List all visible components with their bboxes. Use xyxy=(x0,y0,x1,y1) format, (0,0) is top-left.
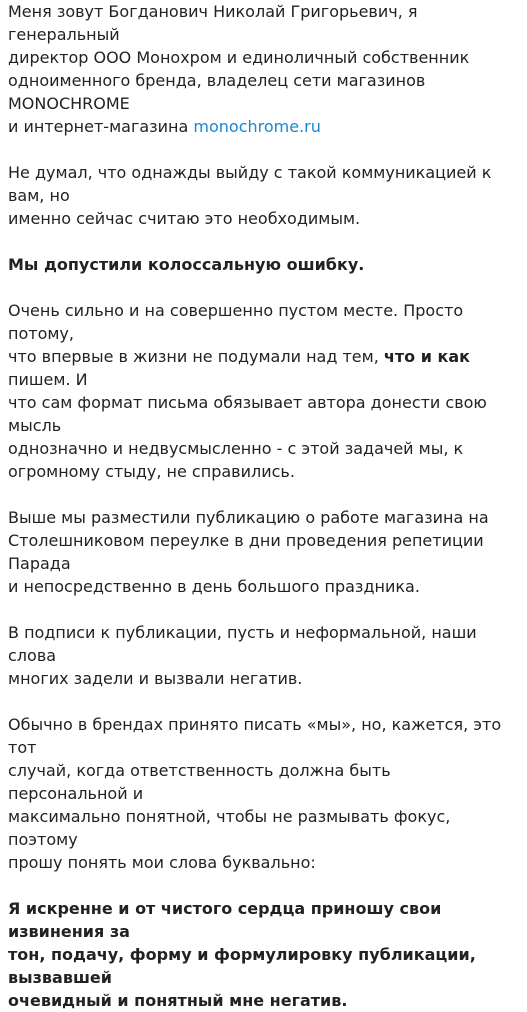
paragraph-publication: Выше мы разместили публикацию о работе магазина на Столешниковом переулке в дни проведения репетиции Парада и непосредственно в день большого праздника. xyxy=(8,508,489,596)
paragraph-mistake-headline: Мы допустили колоссальную ошибку. xyxy=(8,255,365,274)
explanation-emphasis: что и как xyxy=(383,347,471,366)
paragraph-personal-responsibility: Обычно в брендах принято писать «мы», но, кажется, это тот случай, когда ответственность должна быть персональной и максимально понятной, чтобы не размывать фокус, поэтому прошу понять мои слова буквально: xyxy=(8,715,502,872)
paragraph-caption-negativity: В подписи к публикации, пусть и неформальной, наши слова многих задели и вызвали негатив. xyxy=(8,623,477,688)
monochrome-link[interactable]: monochrome.ru xyxy=(193,117,321,136)
intro-text: Меня зовут Богданович Николай Григорьевич, я генеральный директор ООО Монохром и единоличный собственник одноименного бренда, владелец сети магазинов MONOCHROME и интернет-магазина xyxy=(8,2,470,136)
explanation-text-end: пишем. И что сам формат письма обязывает автора донести свою мысль однозначно и недвусмысленно - с этой задачей мы, к огромному стыду, не справились. xyxy=(8,370,487,481)
paragraph-introduction xyxy=(8,0,512,138)
explanation-text-start: Очень сильно и на совершенно пустом месте. Просто потому, что впервые в жизни не подумали над тем, xyxy=(8,301,464,366)
paragraph-necessity: Не думал, что однажды выйду с такой коммуникацией к вам, но именно сейчас считаю это необходимым. xyxy=(8,163,492,228)
paragraph-explanation xyxy=(8,299,512,483)
paragraph-apology: Я искренне и от чистого сердца приношу свои извинения за тон, подачу, форму и формулировку публикации, вызвавшей очевидный и понятный мне негатив. xyxy=(8,899,476,1010)
